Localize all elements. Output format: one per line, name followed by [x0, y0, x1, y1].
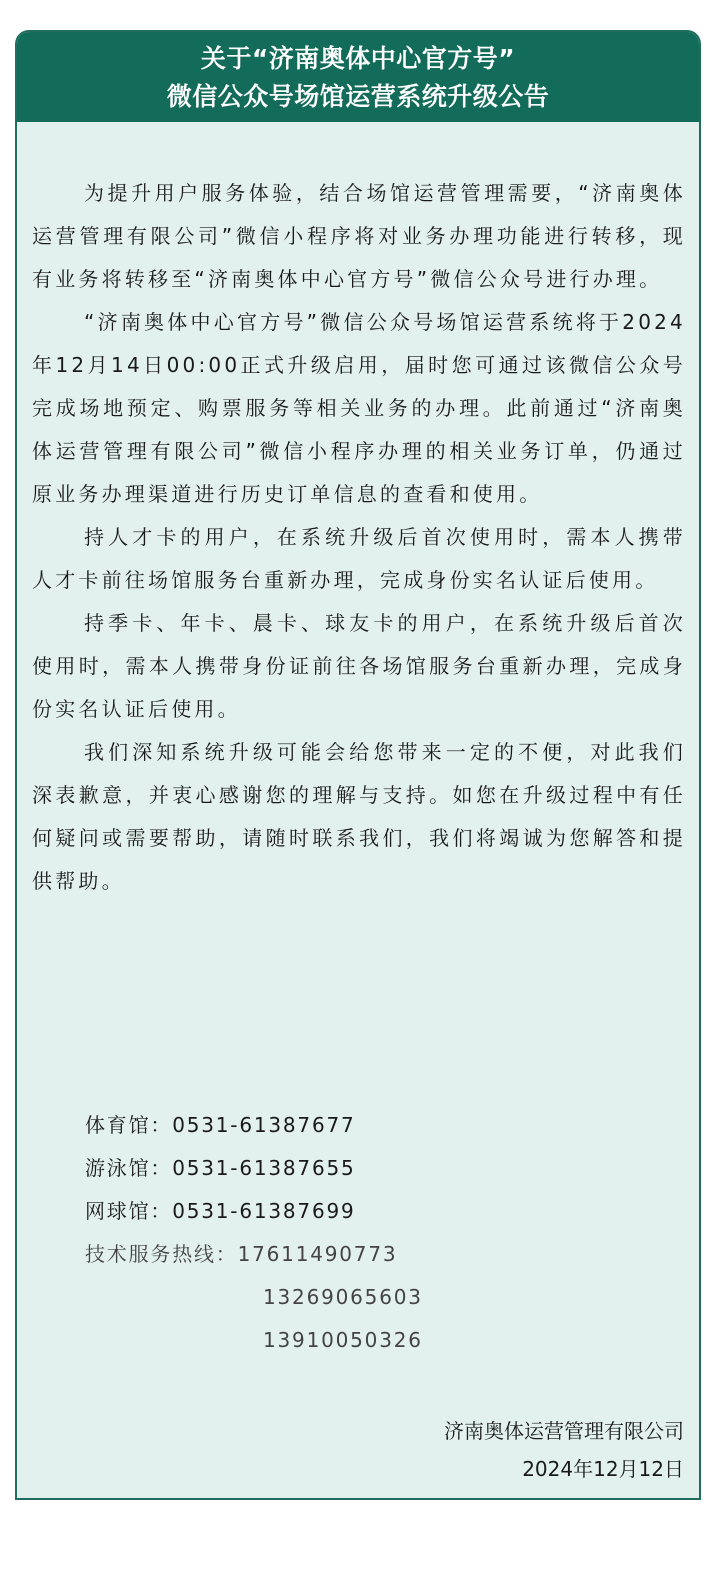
- signature-block: [444, 1412, 684, 1488]
- contact-gym: 体育馆：0531-61387677: [85, 1113, 356, 1137]
- hotline-label: 技术服务热线：: [85, 1242, 238, 1266]
- announcement-header: [17, 32, 699, 122]
- contact-list: [85, 1104, 645, 1362]
- hotline-number-1: 17611490773: [237, 1242, 398, 1266]
- paragraph-3: 持人才卡的用户，在系统升级后首次使用时，需本人携带人才卡前往场馆服务台重新办理，完成身份实名认证后使用。: [32, 525, 686, 592]
- title-line-1: 关于“济南奥体中心官方号”: [200, 44, 516, 73]
- announcement-panel: [15, 30, 701, 1500]
- signature-date: 2024年12月12日: [522, 1457, 684, 1481]
- contact-swimming: 游泳馆：0531-61387655: [85, 1156, 356, 1180]
- paragraph-2: “济南奥体中心官方号”微信公众号场馆运营系统将于2024年12月14日00:00正式升级启用，届时您可通过该微信公众号完成场地预定、购票服务等相关业务的办理。此前通过“济南奥体运营管理有限公司”微信小程序办理的相关业务订单，仍通过原业务办理渠道进行历史订单信息的查看和使用。: [32, 310, 686, 506]
- signature-company: 济南奥体运营管理有限公司: [444, 1419, 684, 1443]
- hotline-number-2: 13269065603: [263, 1285, 423, 1309]
- paragraph-4: 持季卡、年卡、晨卡、球友卡的用户，在系统升级后首次使用时，需本人携带身份证前往各场馆服务台重新办理，完成身份实名认证后使用。: [32, 611, 686, 721]
- paragraph-1: 为提升用户服务体验，结合场馆运营管理需要，“济南奥体运营管理有限公司”微信小程序将对业务办理功能进行转移，现有业务将转移至“济南奥体中心官方号”微信公众号进行办理。: [32, 181, 686, 291]
- announcement-body: [32, 172, 686, 903]
- hotline-number-3: 13910050326: [263, 1328, 423, 1352]
- hotline-row: [85, 1233, 645, 1276]
- paragraph-5: 我们深知系统升级可能会给您带来一定的不便，对此我们深表歉意，并衷心感谢您的理解与支持。如您在升级过程中有任何疑问或需要帮助，请随时联系我们，我们将竭诚为您解答和提供帮助。: [32, 740, 686, 893]
- contact-tennis: 网球馆：0531-61387699: [85, 1199, 356, 1223]
- title-line-2: 微信公众号场馆运营系统升级公告: [166, 82, 550, 111]
